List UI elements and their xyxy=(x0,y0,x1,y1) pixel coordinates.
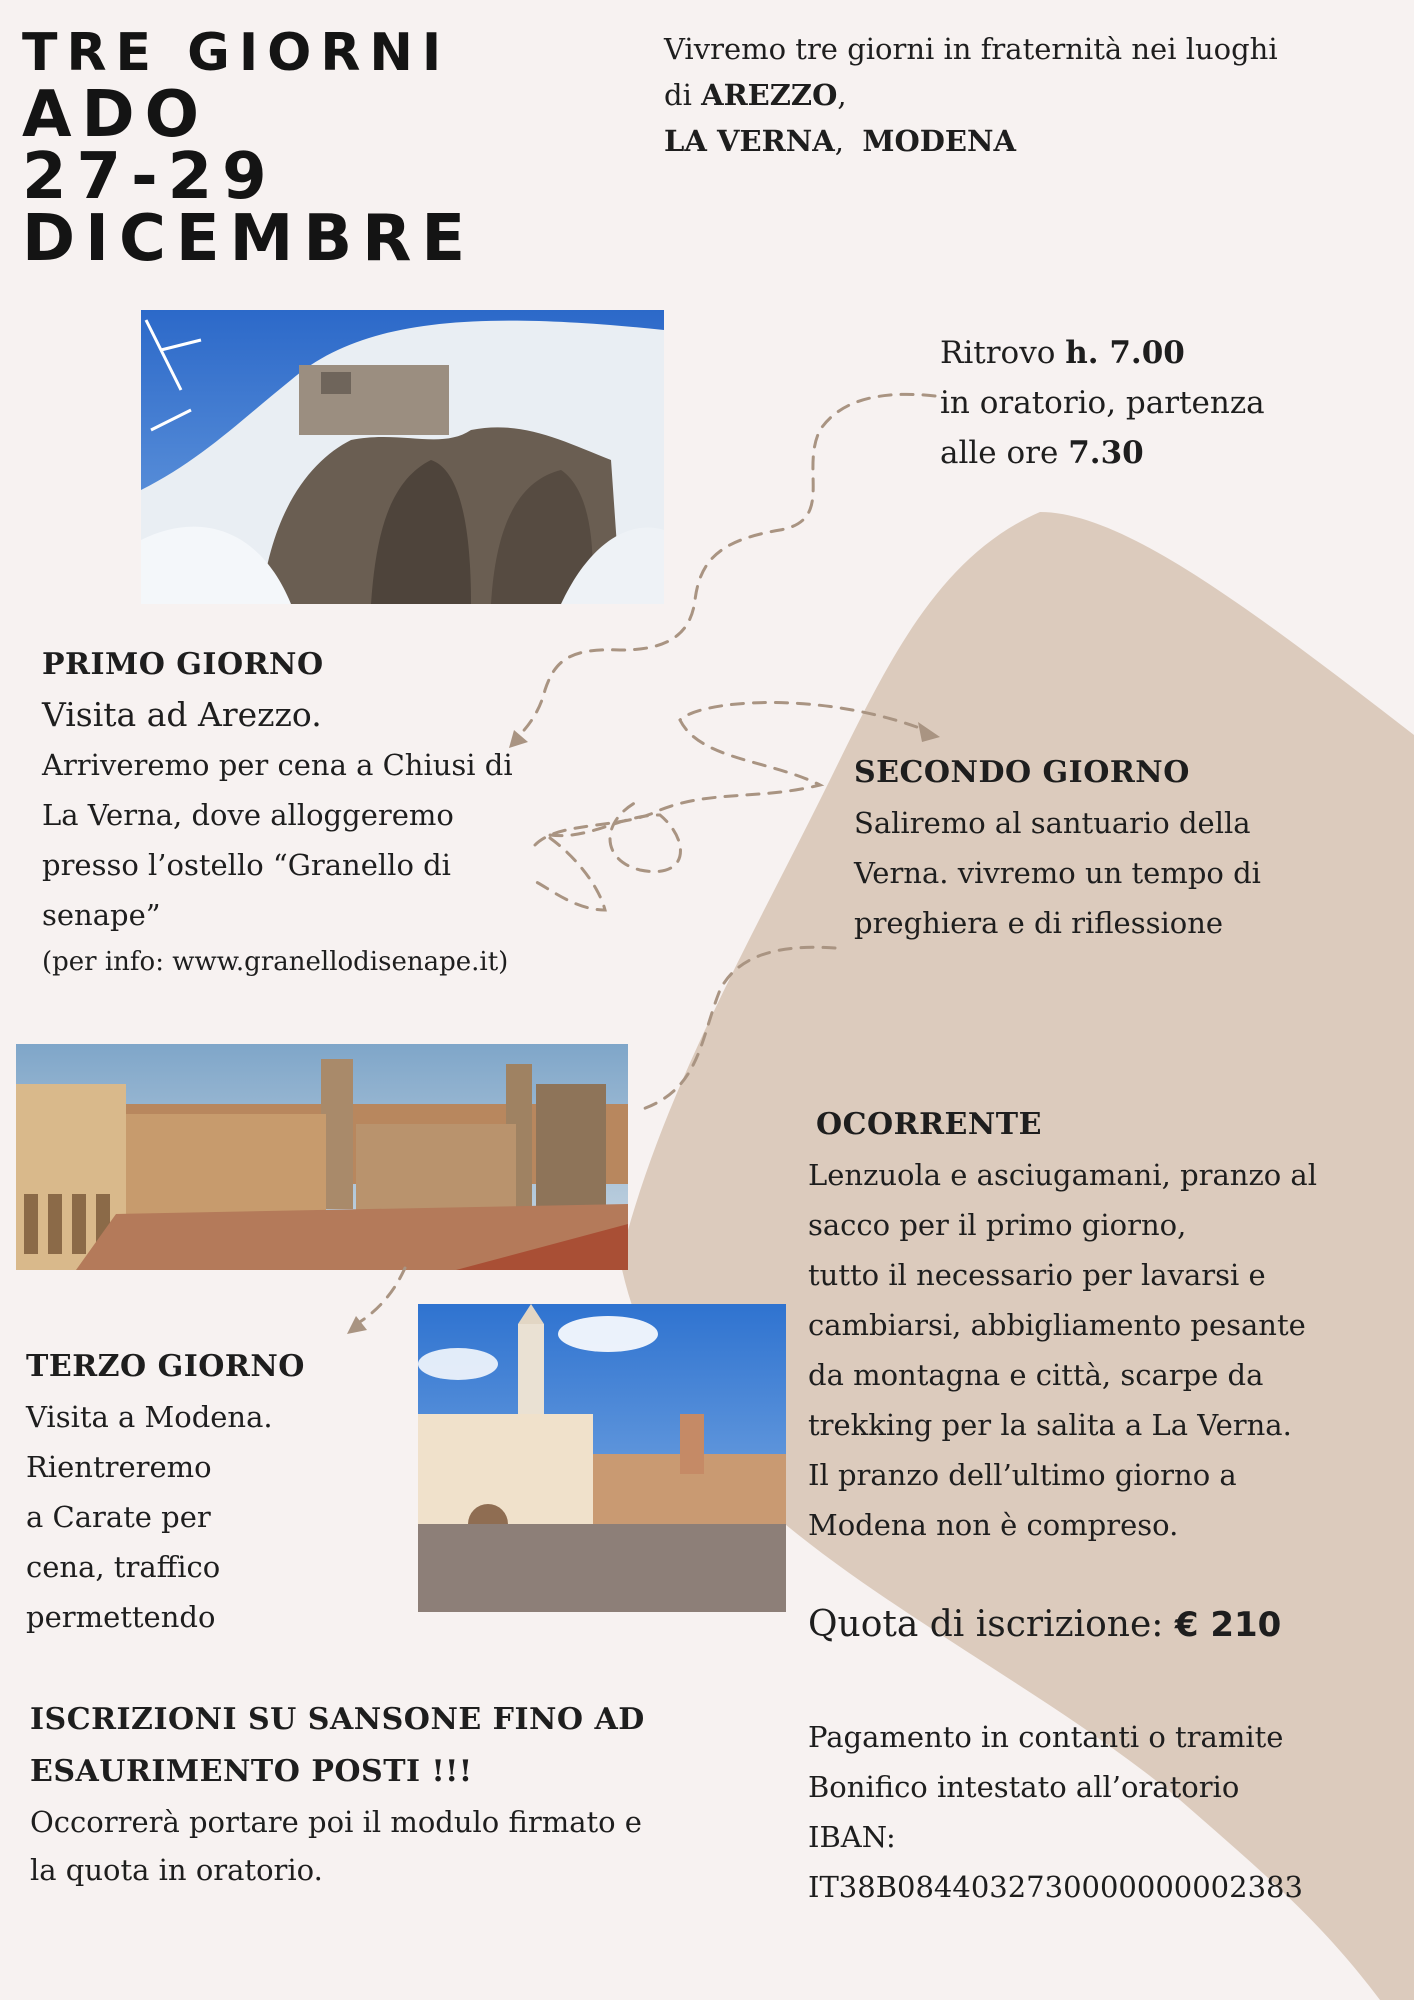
day-three-heading: TERZO GIORNO xyxy=(26,1349,305,1384)
place-la-verna: LA VERNA xyxy=(664,124,835,158)
day-one-heading: PRIMO GIORNO xyxy=(42,647,324,682)
place-modena: MODENA xyxy=(862,124,1016,158)
payment-line: Pagamento in contanti o tramite xyxy=(808,1720,1284,1754)
arezzo-photo xyxy=(16,1044,628,1270)
day-three-line: cena, traffico xyxy=(26,1550,221,1584)
hostel-info: (per info: www.granellodisenape.it) xyxy=(42,947,509,977)
registration-section xyxy=(30,1694,750,1894)
la-verna-photo xyxy=(141,310,664,604)
departure-time: 7.30 xyxy=(1068,435,1144,471)
day-two-heading: SECONDO GIORNO xyxy=(854,755,1190,790)
meeting-info xyxy=(940,328,1360,478)
day-one-line: presso l’ostello “Granello di xyxy=(42,848,451,882)
event-title xyxy=(22,22,476,276)
place-arezzo: AREZZO xyxy=(701,78,838,112)
required-items-heading: OCORRENTE xyxy=(816,1107,1042,1142)
day-two-line: Saliremo al santuario della xyxy=(854,806,1251,840)
title-line-1: TRE GIORNI xyxy=(22,23,451,83)
meeting-line-3: alle ore 7.30 xyxy=(940,435,1144,471)
required-items-line: Il pranzo dell’ultimo giorno a xyxy=(808,1458,1237,1492)
payment-section xyxy=(808,1712,1408,1912)
intro-line-3: LA VERNA, MODENA xyxy=(664,124,1016,158)
required-items-line: sacco per il primo giorno, xyxy=(808,1208,1187,1242)
day-one-subtitle: Visita ad Arezzo. xyxy=(42,695,322,734)
fee-label: Quota di iscrizione: xyxy=(808,1604,1175,1645)
intro-line-1: Vivremo tre giorni in fraternità nei luoghi xyxy=(664,32,1278,66)
day-one-line: La Verna, dove alloggeremo xyxy=(42,798,454,832)
day-two-section xyxy=(854,748,1374,948)
day-three-line: a Carate per xyxy=(26,1500,211,1534)
fee-amount: € 210 xyxy=(1174,1605,1282,1645)
registration-line: Occorrerà portare poi il modulo firmato e xyxy=(30,1805,642,1839)
registration-heading: ISCRIZIONI SU SANSONE FINO AD xyxy=(30,1702,645,1737)
day-three-line: Visita a Modena. xyxy=(26,1400,273,1434)
payment-line: Bonifico intestato all’oratorio xyxy=(808,1770,1240,1804)
required-items-line: tutto il necessario per lavarsi e xyxy=(808,1258,1266,1292)
intro-line-2: di AREZZO, xyxy=(664,78,847,112)
title-line-2: ADO xyxy=(22,78,210,152)
title-line-3: 27-29 xyxy=(22,140,277,214)
day-one-line: senape” xyxy=(42,898,161,932)
meeting-time: h. 7.00 xyxy=(1065,335,1185,371)
modena-photo xyxy=(418,1304,786,1612)
day-one-line: Arriveremo per cena a Chiusi di xyxy=(42,748,513,782)
fee-line xyxy=(808,1604,1281,1645)
day-two-line: preghiera e di riflessione xyxy=(854,906,1224,940)
required-items-section xyxy=(808,1100,1408,1550)
required-items-line: cambiarsi, abbigliamento pesante xyxy=(808,1308,1306,1342)
day-two-line: Verna. vivremo un tempo di xyxy=(854,856,1261,890)
day-three-section xyxy=(26,1342,366,1642)
iban-value: IT38B0844032730000000002383 xyxy=(808,1870,1303,1904)
meeting-line-1: Ritrovo h. 7.00 xyxy=(940,335,1185,371)
meeting-line-2: in oratorio, partenza xyxy=(940,385,1265,421)
required-items-line: Modena non è compreso. xyxy=(808,1508,1179,1542)
required-items-line: Lenzuola e asciugamani, pranzo al xyxy=(808,1158,1317,1192)
day-three-line: permettendo xyxy=(26,1600,216,1634)
required-items-line: da montagna e città, scarpe da xyxy=(808,1358,1264,1392)
intro-text xyxy=(664,26,1384,164)
registration-heading: ESAURIMENTO POSTI !!! xyxy=(30,1754,473,1789)
title-line-4: DICEMBRE xyxy=(22,202,476,276)
day-three-line: Rientreremo xyxy=(26,1450,212,1484)
iban-label: IBAN: xyxy=(808,1820,896,1854)
registration-line: la quota in oratorio. xyxy=(30,1853,323,1887)
required-items-line: trekking per la salita a La Verna. xyxy=(808,1408,1292,1442)
day-one-section xyxy=(42,640,602,984)
